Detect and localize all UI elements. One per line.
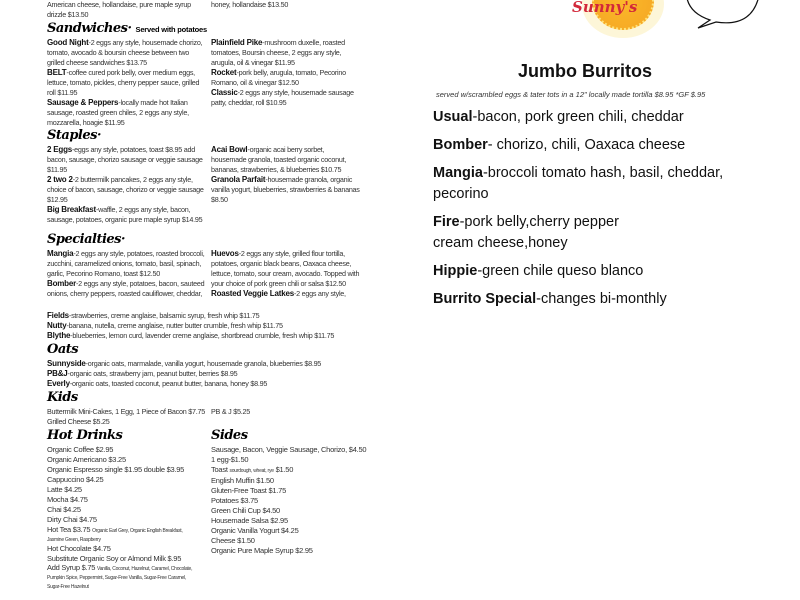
menu-item [211, 249, 361, 289]
menu-line: Chai $4.25 [47, 505, 81, 514]
burrito-desc: -green chile queso blanco [477, 263, 644, 279]
menu-item [47, 359, 367, 369]
menu-line: Substitute Organic Soy or Almond Milk $.95 [47, 554, 182, 563]
burrito-item [433, 261, 763, 282]
speech-bubble-icon [680, 0, 770, 30]
menu-line: Organic Coffee $2.95 [47, 445, 114, 454]
item-name: Fields [47, 311, 69, 320]
staples-heading: Staples· [47, 128, 101, 143]
top-left-text: American cheese, hollandaise, pure maple syrup drizzle $13.50 [47, 0, 191, 19]
menu-line: 1 egg-$1.50 [211, 455, 249, 464]
menu-item [47, 279, 207, 299]
menu-line: Sausage, Bacon, Veggie Sausage, Chorizo, $4.50 [211, 445, 367, 454]
burrito-name: Usual [433, 109, 473, 125]
menu-line: Potatoes $3.75 [211, 496, 258, 505]
burrito-name: Mangia [433, 165, 483, 181]
staples-right [211, 145, 361, 205]
item-name: Mangia [47, 249, 74, 258]
burrito-desc: -broccoli tomato hash, basil, cheddar, pecorino [433, 165, 724, 202]
menu-line: English Muffin $1.50 [211, 476, 274, 485]
item-name: PB&J [47, 369, 68, 378]
item-desc: -eggs any style, potatoes, toast $8.95 add bacon, sausage, chorizo sausage or veggie sausage $11.95 [47, 145, 203, 174]
item-name: Sunnyside [47, 359, 86, 368]
kids-right [211, 407, 361, 417]
kids-heading: Kids [47, 390, 78, 405]
menu-item [47, 369, 367, 379]
toast-note: sourdough, wheat, rye [229, 468, 274, 474]
item-name: 2 two 2 [47, 175, 73, 184]
menu-line: Hot Chocolate $4.75 [47, 544, 111, 553]
hot-drinks-more [47, 544, 197, 564]
logo-text: Sunny's [572, 0, 638, 16]
burritos-list [433, 107, 763, 317]
toast-label: Toast [211, 465, 228, 474]
menu-item [211, 145, 361, 175]
burrito-name: Bomber [433, 137, 488, 153]
burrito-name: Burrito Special [433, 291, 537, 307]
item-desc: -locally made hot Italian sausage, roasted green chiles, 2 eggs any style, mozzarella, hoagie $11.95 [47, 98, 189, 127]
burritos-subtitle: served w/scrambled eggs & tater tots in a 12" locally made tortilla $8.95 *GF $.95 [436, 90, 706, 99]
item-desc: -2 eggs any style, [293, 289, 346, 298]
item-desc: -organic oats, strawberry jam, peanut butter, berries $8.95 [67, 369, 238, 378]
item-name: Roasted Veggie Latkes [211, 289, 294, 298]
hot-tea [47, 526, 197, 544]
burrito-desc: -pork belly,cherry pepper cream cheese,honey [433, 214, 619, 251]
hot-drinks-list [47, 445, 197, 591]
item-desc: -organic oats, marmalade, vanilla yogurt, housemade granola, blueberries $8.95 [85, 359, 322, 368]
sides-list [211, 445, 371, 556]
sides-heading: Sides [211, 428, 248, 443]
burrito-desc: -bacon, pork green chili, cheddar [472, 109, 684, 125]
item-name: Good Night [47, 38, 89, 47]
sides-more [211, 476, 371, 556]
add-syrup [47, 564, 197, 591]
syrup-label: Add Syrup $.75 [47, 563, 96, 572]
sandwiches-right [211, 38, 361, 108]
menu-line: Green Chili Cup $4.50 [211, 506, 280, 515]
item-name: Granola Parfait [211, 175, 266, 184]
item-name: Rocket [211, 68, 237, 77]
burrito-item [433, 135, 763, 156]
item-name: Acai Bowl [211, 145, 248, 154]
menu-item [47, 249, 207, 279]
menu-item [47, 379, 367, 389]
item-name: Nutty [47, 321, 67, 330]
menu-item [47, 321, 367, 331]
item-name: Blythe [47, 331, 71, 340]
toast-price: $1.50 [275, 465, 294, 474]
burrito-item [433, 107, 763, 128]
top-right-text: honey, hollandaise $13.50 [211, 0, 289, 9]
menu-line: Gluten-Free Toast $1.75 [211, 486, 286, 495]
sides-items [211, 445, 371, 465]
specialties-right [211, 249, 361, 299]
menu-line: Mocha $4.75 [47, 495, 88, 504]
specialties-full [47, 311, 367, 341]
oats-heading: Oats [47, 342, 79, 357]
menu-item [47, 331, 367, 341]
menu-line: Organic Espresso single $1.95 double $3.95 [47, 465, 185, 474]
item-desc: -2 eggs any style, potatoes, roasted broccoli, zucchini, caramelized onions, tomato, basil, spinach, garlic, Pecorino Romano, toast $12.50 [47, 249, 205, 278]
toast-item [211, 465, 371, 476]
menu-item [211, 88, 361, 108]
hot-tea-note: Organic Earl Grey, Organic English Breakfast, Jasmine Green, Raspberry [47, 528, 183, 543]
menu-line: PB & J $5.25 [211, 407, 250, 416]
item-desc: -2 eggs any style, housemade chorizo, tomato, avocado & boursin cheese between two grilled cheese sandwiches $13.75 [47, 38, 203, 67]
item-desc: -coffee cured pork belly, over medium eggs, lettuce, tomato, pickles, cherry pepper sauce, grilled roll $11.95 [47, 68, 200, 97]
menu-line: Cappuccino $4.25 [47, 475, 104, 484]
menu-item [47, 145, 207, 175]
menu-item [47, 38, 207, 68]
burrito-name: Hippie [433, 263, 478, 279]
item-desc: -mushroom duxelle, roasted tomatoes, Boursin cheese, 2 eggs any style, arugula, oil & vinegar $11.95 [211, 38, 345, 67]
burrito-desc: - chorizo, chili, Oaxaca cheese [487, 137, 686, 153]
menu-item [211, 68, 361, 88]
item-desc: -2 eggs any style, housemade sausage patty, cheddar, roll $10.95 [211, 88, 354, 107]
menu-line: Latte $4.25 [47, 485, 82, 494]
sandwiches-left [47, 38, 207, 128]
menu-item [47, 68, 207, 98]
item-desc: -strawberries, creme anglaise, balsamic syrup, fresh whip $11.75 [68, 311, 260, 320]
sunnys-logo [570, 0, 670, 40]
item-desc: -blueberries, lemon curd, lavender creme anglaise, shortbread crumble, fresh whip $11.75 [70, 331, 335, 340]
specialties-heading: Specialties· [47, 232, 126, 247]
menu-line: Cheese $1.50 [211, 536, 255, 545]
menu-item [211, 175, 361, 205]
item-name: 2 Eggs [47, 145, 73, 154]
item-name: Plainfield Pike [211, 38, 263, 47]
item-name: BELT [47, 68, 67, 77]
burrito-desc: -changes bi-monthly [536, 291, 667, 307]
oats-list [47, 359, 367, 389]
burrito-item [433, 163, 763, 205]
menu-item [47, 175, 207, 205]
item-desc: -2 eggs any style, potatoes, bacon, sauteed onions, cherry peppers, roasted cauliflower, cheddar, [47, 279, 205, 298]
menu-line: Grilled Cheese $5.25 [47, 417, 110, 426]
item-desc: -housemade granola, organic vanilla yogurt, blueberries, strawberries & bananas $8.50 [211, 175, 360, 204]
hot-tea-label: Hot Tea $3.75 [47, 525, 91, 534]
menu-line: Dirty Chai $4.75 [47, 515, 97, 524]
menu-item [47, 205, 207, 225]
burrito-item [433, 212, 663, 254]
item-desc: -organic oats, toasted coconut, peanut butter, banana, honey $8.95 [69, 379, 268, 388]
item-name: Everly [47, 379, 70, 388]
hot-drinks-items [47, 445, 197, 525]
hot-drinks-heading: Hot Drinks [47, 428, 123, 443]
menu-line: Housemade Salsa $2.95 [211, 516, 288, 525]
item-desc: -waffle, 2 eggs any style, bacon, sausage, potatoes, organic pure maple syrup $14.95 [47, 205, 203, 224]
item-name: Huevos [211, 249, 239, 258]
item-name: Sausage & Peppers [47, 98, 119, 107]
kids-left [47, 407, 207, 427]
item-desc: -banana, nutella, creme anglaise, nutter butter crumble, fresh whip $11.75 [66, 321, 283, 330]
menu-item [47, 98, 207, 128]
staples-left [47, 145, 207, 225]
item-name: Classic [211, 88, 238, 97]
item-desc: -2 eggs any style, grilled flour tortilla, potatoes, organic black beans, Oaxaca cheese, lettuce, tomato, sour cream, avocado. Topped with your choice of pork green chili or salsa $12.50 [211, 249, 360, 288]
menu-line: Organic Pure Maple Syrup $2.95 [211, 546, 313, 555]
menu-line: Organic Vanilla Yogurt $4.25 [211, 526, 299, 535]
burrito-item [433, 289, 763, 310]
item-name: Bomber [47, 279, 77, 288]
menu-line: Organic Americano $3.25 [47, 455, 126, 464]
burritos-title: Jumbo Burritos [517, 61, 652, 81]
menu-item [211, 289, 361, 299]
item-name: Big Breakfast [47, 205, 96, 214]
sandwiches-heading: Sandwiches· Served with potatoes [47, 21, 207, 36]
item-desc: -organic acai berry sorbet, housemade granola, toasted organic coconut, bananas, strawberries, & blueberries $10.75 [211, 145, 347, 174]
menu-item [211, 38, 361, 68]
item-desc: -pork belly, arugula, tomato, Pecorino Romano, oil & vinegar $12.50 [211, 68, 346, 87]
burrito-name: Fire [433, 214, 460, 230]
specialties-left [47, 249, 207, 299]
menu-line: Buttermilk Mini-Cakes, 1 Egg, 1 Piece of Bacon $7.75 [47, 407, 205, 416]
syrup-note: Vanilla, Coconut, Hazelnut, Caramel, Chocolate, Pumpkin Spice, Peppermint, Sugar-Free Vanilla, Sugar-Free Caramel, Sugar-Free Hazelnut [47, 566, 193, 590]
menu-item [47, 311, 367, 321]
item-desc: -2 buttermilk pancakes, 2 eggs any style, choice of bacon, sausage, chorizo or veggie sausage $12.95 [47, 175, 204, 204]
